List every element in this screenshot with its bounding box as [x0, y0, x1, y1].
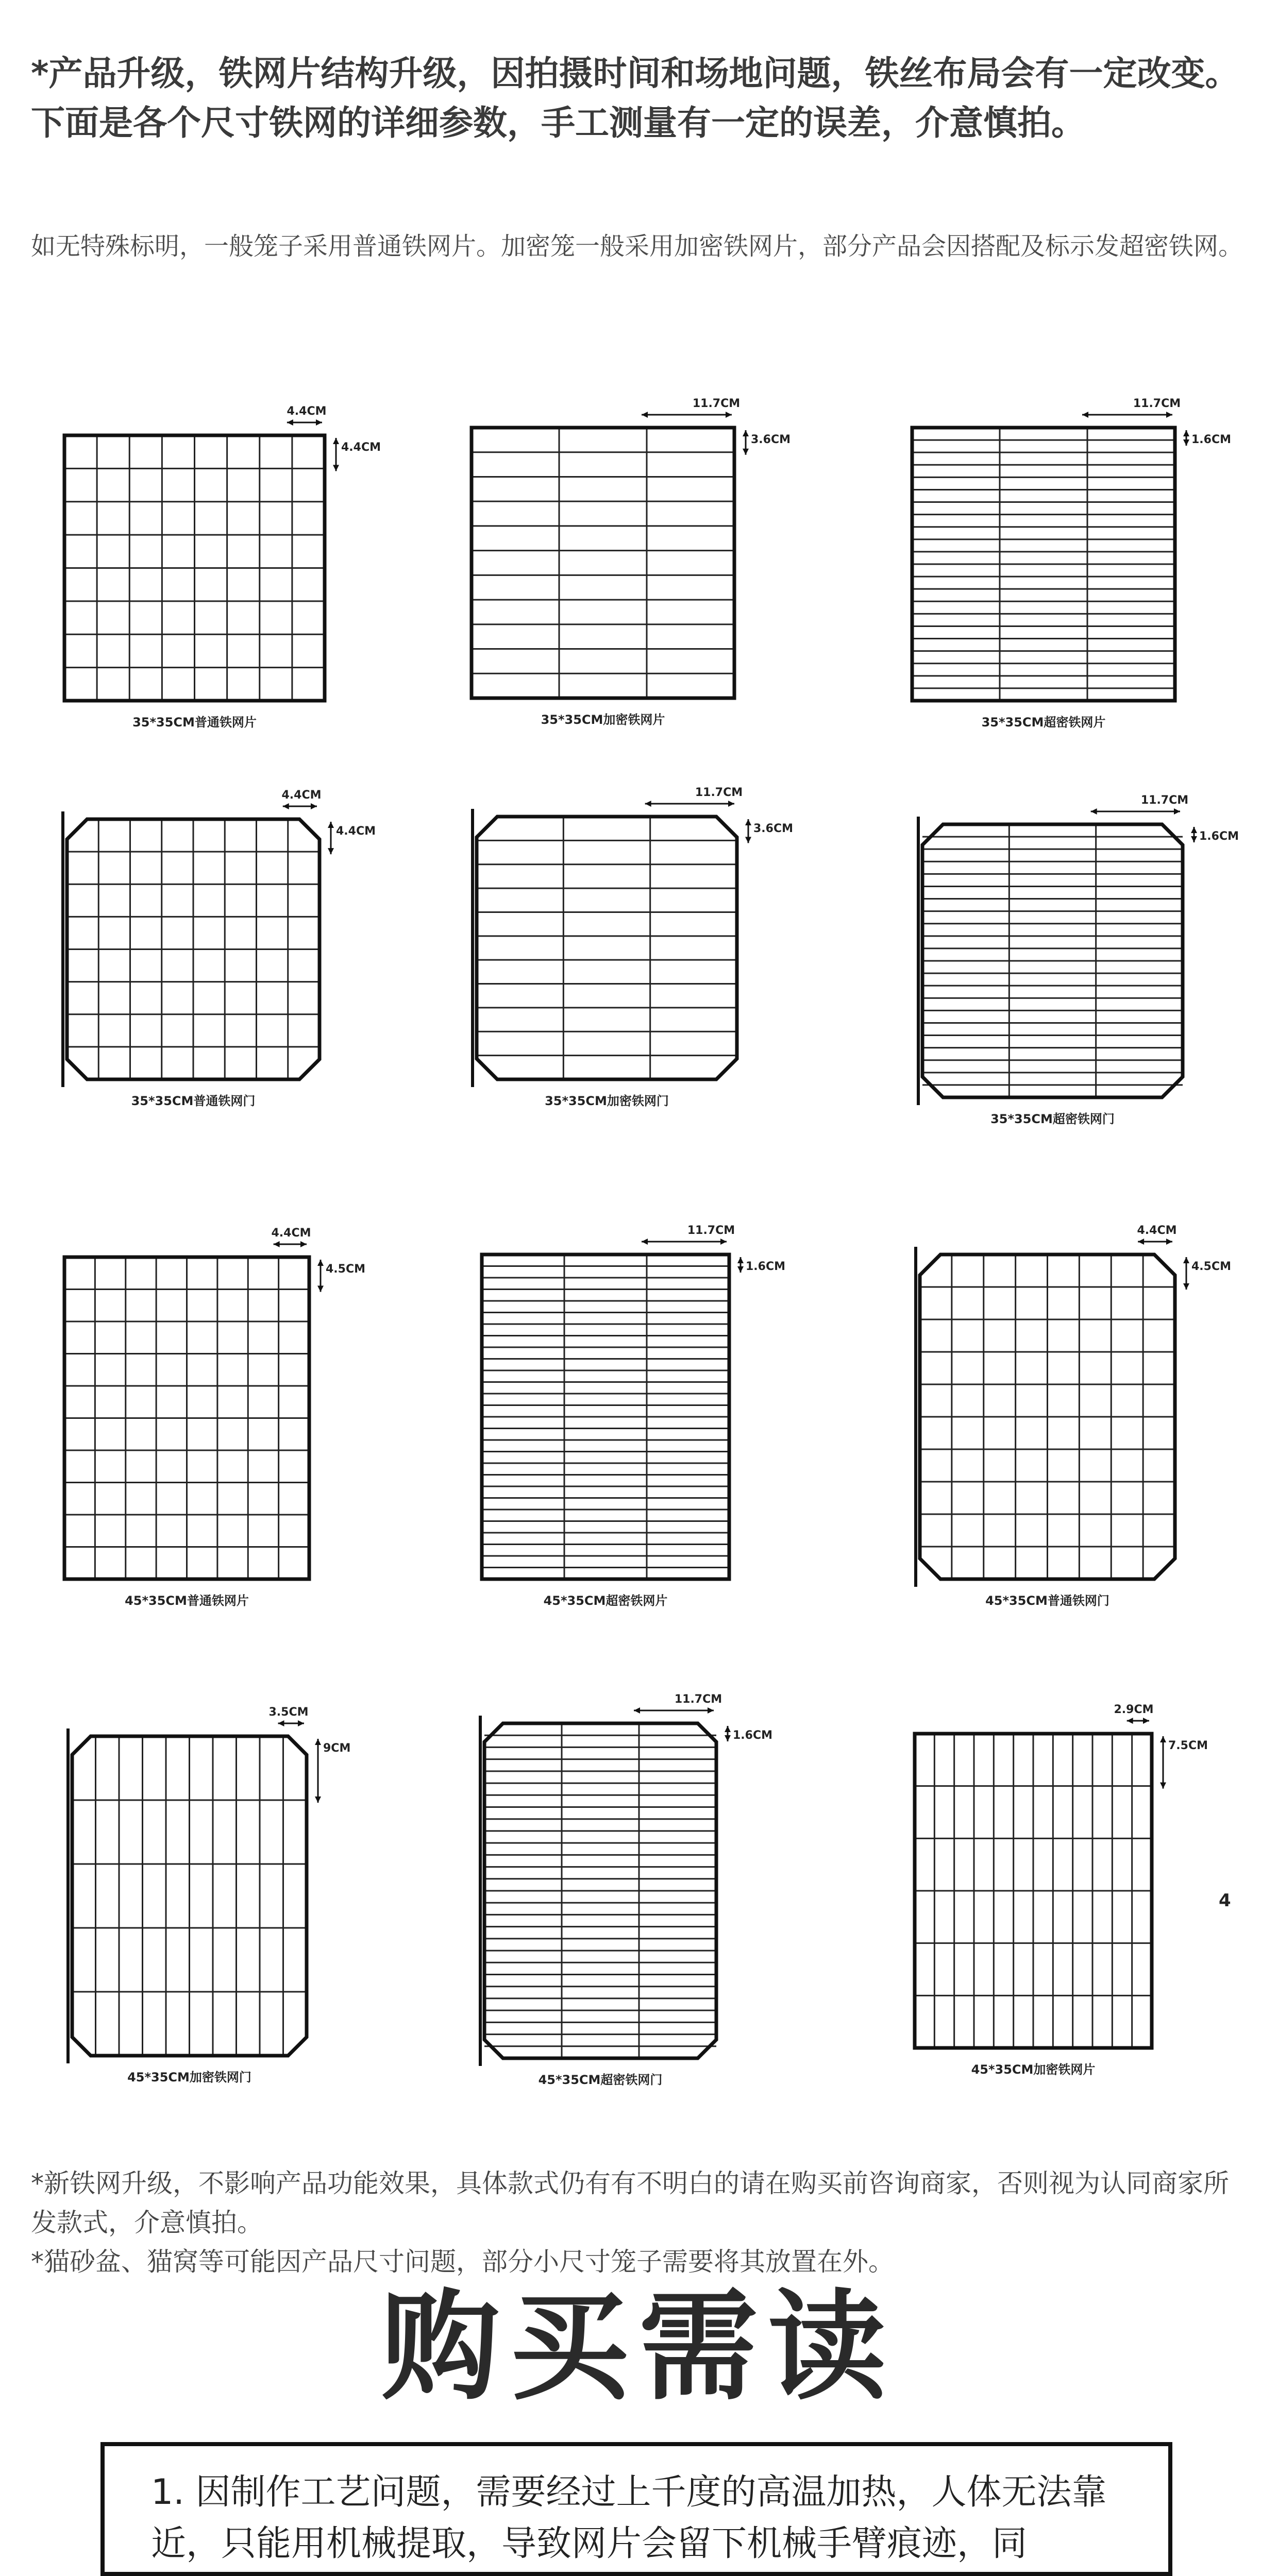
dimension-label-vertical: 1.6CM — [1191, 433, 1232, 446]
door-frame — [484, 1723, 716, 2058]
arrowhead — [1082, 412, 1088, 418]
door-frame — [72, 1736, 307, 2056]
mesh-panel-2 — [472, 397, 791, 727]
arrowhead — [743, 449, 749, 455]
dimension-label-vertical: 4.5CM — [1191, 1260, 1232, 1273]
dimension-label-horizontal: 2.9CM — [1114, 1703, 1154, 1716]
arrowhead — [745, 819, 751, 825]
arrowhead — [278, 1720, 284, 1726]
arrowhead — [315, 1739, 321, 1745]
arrowhead — [1166, 1239, 1172, 1245]
dimension-label-vertical: 1.6CM — [733, 1729, 773, 1742]
panel-caption: 45*35CM超密铁网门 — [538, 2073, 663, 2087]
arrowhead — [1191, 836, 1197, 842]
purchase-notice-heading: 购买需读 — [381, 2279, 897, 2416]
arrowhead — [317, 1260, 324, 1266]
dimension-label-horizontal: 11.7CM — [1133, 397, 1181, 410]
mesh-panel-10 — [68, 1706, 350, 2084]
mesh-panel-8 — [482, 1224, 785, 1608]
footnote-line-2: *猫砂盆、猫窝等可能因产品尺寸问题，部分小尺寸笼子需要将其放置在外。 — [31, 2247, 894, 2277]
mesh-panel-3 — [912, 397, 1231, 730]
arrowhead — [708, 1707, 714, 1714]
panel-caption: 45*35CM加密铁网门 — [127, 2070, 251, 2084]
arrowhead — [720, 1239, 727, 1245]
footnote-line-1: *新铁网升级，不影响产品功能效果，具体款式仍有有不明白的请在购买前咨询商家，否则视为认同商家所发款式，介意慎拍。 — [31, 2168, 1229, 2238]
dimension-label-vertical: 3.6CM — [753, 822, 794, 835]
door-frame — [477, 817, 737, 1079]
arrowhead — [737, 1266, 744, 1273]
notice-box — [100, 2442, 1172, 2576]
panel-caption: 45*35CM超密铁网片 — [543, 1594, 668, 1608]
mesh-panel-4 — [63, 789, 376, 1108]
arrowhead — [725, 1726, 731, 1732]
mesh-panel-1 — [64, 405, 381, 730]
arrowhead — [333, 465, 339, 471]
panel-caption: 35*35CM普通铁网门 — [131, 1094, 256, 1108]
door-frame — [920, 1255, 1175, 1579]
dimension-label-vertical: 4.5CM — [326, 1263, 366, 1276]
arrowhead — [300, 1241, 307, 1247]
dimension-label-horizontal: 4.4CM — [287, 405, 327, 418]
mesh-panel-7 — [64, 1227, 365, 1608]
arrowhead — [287, 419, 293, 426]
panel-frame — [64, 1257, 309, 1579]
arrowhead — [1174, 808, 1180, 815]
arrowhead — [1183, 439, 1189, 446]
mesh-panel-5 — [473, 786, 793, 1108]
panel-frame — [482, 1255, 729, 1579]
notice-text: 1. 因制作工艺问题，需要经过上千度的高温加热，人体无法靠近，只能用机械提取，导致网片会留下机械手臂痕迹，同 — [151, 2472, 1107, 2564]
dimension-label-horizontal: 11.7CM — [674, 1693, 722, 1706]
dimension-label-vertical: 4.4CM — [341, 441, 381, 454]
arrowhead — [728, 801, 734, 807]
arrowhead — [311, 803, 317, 809]
panel-caption: 35*35CM普通铁网片 — [132, 715, 257, 730]
arrowhead — [737, 1257, 744, 1263]
note-paragraph: 如无特殊标明，一般笼子采用普通铁网片。加密笼一般采用加密铁网片，部分产品会因搭配及标示发超密铁网。 — [31, 232, 1243, 261]
arrowhead — [645, 801, 651, 807]
panel-caption: 45*35CM普通铁网门 — [985, 1594, 1109, 1608]
arrowhead — [1183, 430, 1189, 436]
dimension-label-horizontal: 4.4CM — [1137, 1224, 1177, 1237]
arrowhead — [634, 1707, 640, 1714]
dimension-label-vertical: 4.4CM — [336, 825, 376, 838]
door-frame — [67, 819, 320, 1079]
arrowhead — [642, 1239, 648, 1245]
panel-frame — [64, 435, 325, 701]
arrowhead — [725, 1735, 731, 1741]
mesh-panel-6 — [918, 794, 1239, 1126]
arrowhead — [316, 419, 322, 426]
panel-caption: 35*35CM加密铁网门 — [545, 1094, 669, 1108]
arrowhead — [328, 848, 334, 854]
intro-paragraph: *产品升级，铁网片结构升级，因拍摄时间和场地问题，铁丝布局会有一定改变。下面是各个尺寸铁网的详细参数，手工测量有一定的误差，介意慎拍。 — [31, 54, 1239, 143]
mesh-panel-12 — [915, 1703, 1208, 2077]
dimension-label-horizontal: 11.7CM — [687, 1224, 735, 1237]
arrowhead — [274, 1241, 280, 1247]
arrowhead — [745, 837, 751, 843]
stray-mark: 4 — [1219, 1890, 1231, 1911]
dimension-label-horizontal: 11.7CM — [692, 397, 741, 410]
dimension-label-horizontal: 4.4CM — [281, 789, 322, 802]
arrowhead — [1138, 1239, 1144, 1245]
dimension-label-vertical: 1.6CM — [1199, 830, 1239, 843]
arrowhead — [1091, 808, 1097, 815]
arrowhead — [726, 412, 732, 418]
arrowhead — [1160, 1736, 1166, 1742]
panel-caption: 45*35CM普通铁网片 — [125, 1594, 249, 1608]
arrowhead — [1127, 1718, 1133, 1724]
panel-frame — [915, 1734, 1152, 2048]
arrowhead — [333, 438, 339, 444]
dimension-label-horizontal: 11.7CM — [1140, 794, 1189, 807]
panel-caption: 35*35CM超密铁网门 — [990, 1112, 1115, 1126]
door-frame — [922, 824, 1183, 1097]
arrowhead — [642, 412, 648, 418]
dimension-label-horizontal: 11.7CM — [695, 786, 743, 799]
arrowhead — [317, 1286, 324, 1292]
dimension-label-vertical: 7.5CM — [1168, 1739, 1208, 1752]
arrowhead — [315, 1797, 321, 1803]
dimension-label-vertical: 3.6CM — [751, 433, 791, 446]
dimension-label-horizontal: 3.5CM — [268, 1706, 309, 1719]
arrowhead — [283, 803, 289, 809]
arrowhead — [298, 1720, 304, 1726]
dimension-label-horizontal: 4.4CM — [271, 1227, 311, 1240]
panel-frame — [912, 428, 1175, 701]
panel-caption: 35*35CM加密铁网片 — [541, 713, 665, 727]
arrowhead — [743, 430, 749, 436]
panel-caption: 35*35CM超密铁网片 — [981, 715, 1106, 730]
panel-frame — [472, 428, 734, 698]
arrowhead — [1183, 1283, 1189, 1290]
arrowhead — [1166, 412, 1172, 418]
arrowhead — [1191, 827, 1197, 833]
dimension-label-vertical: 9CM — [323, 1742, 351, 1755]
arrowhead — [1160, 1783, 1166, 1789]
mesh-panel-9 — [916, 1224, 1231, 1608]
dimension-label-vertical: 1.6CM — [746, 1260, 786, 1273]
arrowhead — [1183, 1257, 1189, 1263]
panel-caption: 45*35CM加密铁网片 — [971, 2062, 1096, 2077]
arrowhead — [328, 822, 334, 828]
arrowhead — [1143, 1718, 1149, 1724]
mesh-panel-11 — [480, 1693, 772, 2087]
